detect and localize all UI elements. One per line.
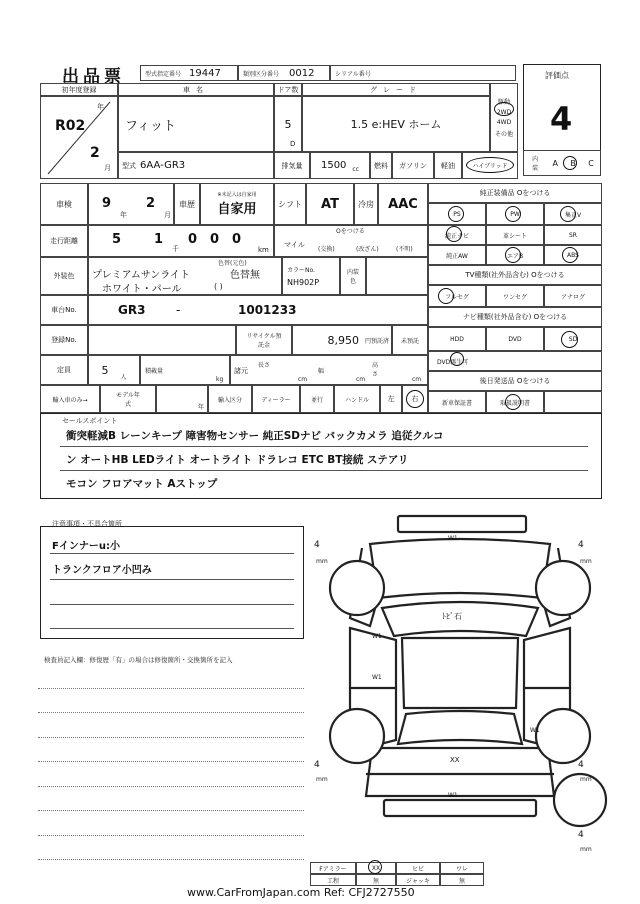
- meter-opt3: (不明): [396, 246, 413, 253]
- eq-pw: PW: [510, 210, 520, 218]
- eq-airbag: エアB: [506, 252, 524, 260]
- inspection-year-unit: 年: [120, 211, 127, 219]
- after-warranty-cell: [428, 391, 486, 413]
- legend-jack-cell: [396, 874, 440, 886]
- tread-right-front: 4: [578, 540, 584, 550]
- fuel-diesel-cell: [434, 152, 462, 179]
- color-name-2: ホワイト・パール: [102, 284, 182, 295]
- mileage-digit-4: 0: [210, 232, 220, 247]
- type-code-label: 型式指定番号: [145, 70, 182, 78]
- mark-left-front-door: W1: [372, 633, 382, 640]
- length-label: 長さ: [258, 362, 271, 369]
- recycle-label: リサイクル預託金: [246, 333, 282, 349]
- navi-title-cell: [428, 307, 602, 327]
- reg-no-label: 登録No.: [51, 336, 77, 344]
- tread-left-front: 4: [314, 540, 320, 550]
- notes-rule-4: [50, 628, 294, 629]
- ac-cell: [378, 183, 428, 225]
- doors-cell: [274, 96, 302, 152]
- eq-aw-cell: [428, 245, 486, 265]
- legend-ware-cell: [440, 862, 484, 874]
- left-front-wheel: [330, 561, 384, 615]
- mileage-label: 走行距離: [50, 237, 78, 245]
- tv-title-cell: [428, 265, 602, 285]
- import-label: 輸入車のみ→: [52, 396, 88, 404]
- recycle-amount: 8,950: [327, 333, 359, 347]
- category-code-cell: [238, 65, 330, 81]
- width-unit: cm: [356, 376, 366, 383]
- capacity-value: 5: [101, 363, 109, 377]
- navi-hdd-cell: [428, 327, 486, 351]
- equipment-title: 純正装備品 Oをつける: [479, 189, 551, 197]
- tv-title: TV種類(社外品含む) Oをつける: [465, 271, 565, 279]
- parallel: 並行: [310, 396, 323, 404]
- type-code-cell: [140, 65, 238, 81]
- legend-xx: XX: [371, 864, 381, 872]
- rear-bumper-shape: [384, 800, 536, 816]
- left-rear-wheel: [330, 709, 384, 763]
- mileage-unit: km: [258, 246, 269, 254]
- tv-oneseg-cell: [486, 285, 544, 307]
- serial-cell: [330, 65, 516, 81]
- drive-2wd-circle: [494, 102, 514, 116]
- interior-c: C: [588, 158, 594, 168]
- displacement-cell: [310, 152, 370, 179]
- eq-navi-circle: [446, 226, 462, 242]
- car-name-label-cell: [118, 83, 274, 96]
- mark-front-bumper: W1: [448, 535, 458, 542]
- tread-right-rear: 4: [578, 760, 584, 770]
- tv-analog-cell: [544, 285, 602, 307]
- recycle-unit: 円預託済: [364, 337, 389, 345]
- tv-fullseg-cell: [428, 285, 486, 307]
- model-year-unit: 年: [198, 404, 205, 411]
- inspector-line-6: [38, 810, 304, 811]
- dvd-play: DVD再生可: [437, 358, 469, 366]
- mark-trunk: XX: [450, 756, 460, 764]
- ac-label-cell: [354, 183, 378, 225]
- model-year-label: モデル年式: [116, 392, 140, 408]
- mark-left-rear-door: W1: [372, 674, 382, 681]
- shift-value: AT: [321, 196, 339, 212]
- car-name-cell: [118, 96, 274, 152]
- after-empty-cell: [544, 391, 602, 413]
- model-cell: [118, 152, 274, 179]
- handle-label-cell: [334, 385, 380, 413]
- grade-value: 1.5 e:HEV ホーム: [350, 118, 442, 131]
- reg-month: 2: [90, 145, 100, 161]
- grade-cell: [302, 96, 490, 152]
- color-swap: 色替無: [230, 270, 260, 281]
- mileage-thousand: 千: [172, 245, 179, 253]
- inspection-month: 2: [146, 196, 156, 211]
- mileage-digit-3: 0: [188, 232, 198, 247]
- eq-abs: ABS: [567, 251, 579, 259]
- notes-rule-3: [50, 604, 294, 605]
- tread-left-rear-unit: mm: [316, 776, 328, 783]
- interior-color-label: 内装色: [346, 269, 359, 285]
- interior-cell: [523, 150, 601, 176]
- drive-4wd: 4WD: [496, 119, 512, 126]
- legend-jack-value-cell: [440, 874, 484, 886]
- color-no-cell: [282, 257, 340, 295]
- legend-jack-value: 無: [458, 877, 465, 885]
- inspector-line-3: [38, 737, 304, 738]
- handle-right-circle: [406, 390, 424, 408]
- legend-tool: 工程: [326, 877, 339, 885]
- sales-label: セールスポイント: [62, 417, 118, 425]
- after-title-cell: [428, 371, 602, 391]
- model-year-label-cell: [100, 385, 156, 413]
- fuel-label: 燃料: [374, 161, 388, 170]
- color-note: 色替(元色): [218, 260, 247, 267]
- after-manual: 取扱説明書: [499, 399, 530, 407]
- capacity-label-cell: [40, 355, 88, 385]
- interior-color-label-cell: [340, 257, 366, 295]
- legend-fmirror: Fアミラー: [319, 865, 347, 873]
- tread-left-rear: 4: [314, 760, 320, 770]
- after-warranty: 新車保証書: [441, 399, 472, 407]
- tv-fullseg-circle: [438, 288, 454, 304]
- reg-no-cell: [88, 325, 236, 355]
- tread-spare: 4: [578, 830, 584, 840]
- car-name-label: 車名: [183, 85, 209, 94]
- sales-line-1: 衝突軽減B レーンキープ 障害物センサー 純正SDナビ バックカメラ 追従クルコ: [66, 430, 444, 442]
- dims-label: 諸元: [234, 367, 248, 375]
- legend-tool-value-cell: [356, 874, 396, 886]
- reg-no-label-cell: [40, 325, 88, 355]
- inspector-line-7: [38, 835, 304, 836]
- drive-label: 駆動: [497, 99, 510, 106]
- displacement-label: 排気量: [281, 161, 303, 170]
- recycle-unpaid-cell: [392, 325, 428, 355]
- mileage-label-cell: [40, 225, 88, 257]
- model-value: 6AA-GR3: [140, 160, 186, 171]
- chassis-no: 1001233: [238, 303, 297, 317]
- legend-tool-cell: [310, 874, 356, 886]
- recycle-label-cell: [236, 325, 292, 355]
- load-label: 積載量: [145, 367, 164, 375]
- grade-label-cell: [302, 83, 490, 96]
- load-unit: kg: [216, 376, 224, 383]
- rear-window-shape: [398, 711, 522, 744]
- handle-right: 右: [411, 395, 419, 403]
- tv-analog: アナログ: [560, 293, 585, 301]
- handle-left: 左: [387, 395, 395, 403]
- shift-label-cell: [274, 183, 306, 225]
- notes-line-1: Fインナーu:小: [52, 541, 120, 552]
- meter-opt1: (交換): [318, 246, 335, 253]
- tread-right-rear-unit: mm: [580, 776, 592, 783]
- eq-ps: PS: [453, 210, 461, 218]
- navi-dvd-cell: [486, 327, 544, 351]
- navi-title: ナビ種類(社外品含む) Oをつける: [462, 313, 568, 321]
- tread-left-front-unit: mm: [316, 558, 328, 565]
- type-code: 19447: [189, 67, 221, 79]
- tread-right-front-unit: mm: [580, 558, 592, 565]
- notes-line-2: トランクフロア小凹み: [52, 565, 152, 576]
- eq-leather: 革シート: [502, 232, 527, 240]
- displacement-unit: cc: [352, 166, 360, 173]
- history-cell: [200, 183, 274, 225]
- interior-color-cell: [366, 257, 428, 295]
- serial-label: シリアル番号: [335, 70, 371, 78]
- watermark-text: www.CarFromJapan.com Ref: CFJ2727550: [184, 886, 418, 899]
- mark-hood: ﾄﾋﾞ石: [442, 612, 462, 621]
- ac-label: 冷房: [358, 199, 374, 209]
- capacity-cell: [88, 355, 140, 385]
- doors-value: 5: [284, 117, 292, 131]
- inspector-label: 検査員記入欄：修復歴「有」の場合は修復箇所・交換箇所を記入: [44, 656, 233, 664]
- eq-leather-cell: [486, 225, 544, 245]
- eq-abs-circle: [562, 247, 578, 263]
- mileage-digit-2: 1: [154, 232, 164, 247]
- inspector-line-2: [38, 712, 304, 713]
- car-name: フィット: [125, 118, 176, 134]
- navi-sd: SD: [568, 335, 578, 343]
- ac-value: AAC: [388, 196, 418, 212]
- meter-opt2: (改ざん): [356, 246, 379, 253]
- eq-ps-circle: [448, 206, 464, 222]
- eq-sr: SR: [569, 231, 577, 239]
- history-label-cell: [174, 183, 200, 225]
- after-manual-circle: [505, 394, 521, 410]
- fuel-gas-cell: [392, 152, 434, 179]
- legend-jack: ジャッキ: [406, 877, 430, 885]
- doors-label-cell: [274, 83, 302, 96]
- displacement-label-cell: [274, 152, 310, 179]
- navi-hdd: HDD: [450, 335, 464, 343]
- sales-line-1-rule: [60, 446, 588, 447]
- trunk-shape: [366, 748, 554, 796]
- meter-circle-note: Oをつける: [336, 228, 365, 235]
- sales-line-2-rule: [60, 470, 588, 471]
- capacity-label: 定員: [57, 366, 71, 374]
- legend-xx-circle: [368, 860, 382, 874]
- navi-dvd: DVD: [508, 335, 522, 343]
- tv-oneseg: ワンセグ: [502, 293, 527, 301]
- inspector-line-5: [38, 786, 304, 787]
- color-name-1: プレミアムサンライト: [92, 270, 190, 281]
- first-reg-label-cell: [40, 83, 118, 96]
- eq-airbag-circle: [505, 247, 524, 263]
- mileage-digit-5: 0: [232, 232, 242, 247]
- color-no: NH902P: [287, 278, 320, 287]
- drive-2wd: 2WD: [496, 109, 512, 116]
- eq-ev-circle: [560, 206, 576, 222]
- category-code: 0012: [289, 67, 315, 79]
- inspector-line-8: [38, 859, 304, 860]
- doors-unit: D: [290, 140, 296, 148]
- import-type-label-cell: [208, 385, 252, 413]
- inspection-cell: [88, 183, 174, 225]
- inspector-line-4: [38, 761, 304, 762]
- parallel-cell: [300, 385, 334, 413]
- height-label: 高さ: [372, 362, 379, 378]
- right-rear-wheel: [536, 709, 590, 763]
- width-label: 幅: [318, 368, 325, 375]
- tv-fullseg: フルセグ: [445, 293, 469, 301]
- right-front-wheel: [536, 561, 590, 615]
- category-code-label: 類別区分番号: [243, 70, 280, 78]
- meter-label: マイル: [284, 241, 305, 249]
- reg-month-unit: 月: [104, 164, 111, 172]
- fuel-hybrid-circle: [466, 157, 514, 173]
- shift-cell: [306, 183, 354, 225]
- reg-year-unit: 年: [97, 103, 104, 111]
- import-label-cell: [40, 385, 100, 413]
- interior-label: 内装: [532, 156, 539, 172]
- sales-line-2: ン オートHB LEDライト オートライト ドラレコ ETC BT接続 ステアリ: [66, 454, 409, 466]
- first-reg-label: 初年度登録: [61, 85, 97, 94]
- displacement-value: 1500: [320, 160, 347, 171]
- score-value: 4: [550, 100, 573, 138]
- length-unit: cm: [298, 376, 308, 383]
- history-note: ※未記入は自家用: [217, 192, 257, 198]
- eq-aw: 純正AW: [446, 252, 468, 260]
- color-no-label: カラーNo.: [287, 267, 315, 274]
- eq-navi: 純正ナビ: [444, 232, 469, 240]
- fuel-gas: ガソリン: [399, 161, 427, 170]
- notes-rule-1: [50, 553, 294, 554]
- interior-b-circle: [563, 156, 577, 170]
- legend-hibi-cell: [396, 862, 440, 874]
- navi-sd-circle: [561, 331, 578, 348]
- inspector-line-1: [38, 688, 304, 689]
- legend-ware: ワレ: [455, 865, 468, 873]
- drive-cell: [490, 83, 518, 152]
- chassis-prefix: GR3: [118, 303, 146, 317]
- legend-hibi: ヒビ: [411, 865, 424, 873]
- hood-shape: [370, 539, 550, 598]
- chassis-dash: -: [176, 303, 181, 317]
- handle-label: ハンドル: [344, 396, 369, 404]
- mark-right-rear-door: W1: [530, 727, 540, 734]
- score-label: 評価点: [545, 71, 569, 80]
- inspection-month-unit: 月: [164, 211, 171, 219]
- exterior-label-cell: [40, 257, 88, 295]
- exterior-label: 外装色: [53, 272, 75, 280]
- doors-label: ドア数: [277, 85, 299, 94]
- fuel-label-cell: [370, 152, 392, 179]
- import-type-label: 輸入区分: [217, 396, 242, 404]
- notes-rule-2: [50, 579, 294, 580]
- mark-rear-bumper: W1: [448, 792, 458, 799]
- chassis-label-cell: [40, 295, 88, 325]
- chassis-label: 車台No.: [51, 306, 77, 314]
- interior-a: A: [552, 158, 558, 168]
- form-title: 出品票: [62, 67, 125, 87]
- sales-line-3: モコン フロアマット Aストップ: [66, 478, 218, 490]
- after-title: 後日発送品 Oをつける: [479, 377, 551, 385]
- mileage-digit-1: 5: [112, 232, 122, 247]
- eq-pw-circle: [505, 206, 521, 222]
- inspection-label: 車検: [56, 199, 72, 209]
- capacity-unit: 人: [120, 373, 127, 381]
- color-paren: ( ): [214, 282, 223, 291]
- handle-left-cell: [380, 385, 402, 413]
- inspection-label-cell: [40, 183, 88, 225]
- history-value: 自家用: [217, 202, 257, 217]
- legend-fmirror-cell: [310, 862, 356, 874]
- history-label: 車歴: [179, 199, 195, 209]
- tread-spare-unit: mm: [580, 846, 592, 853]
- dvd-play-circle: [450, 352, 464, 366]
- height-unit: cm: [412, 376, 422, 383]
- dealer-cell: [252, 385, 300, 413]
- interior-b: B: [570, 158, 576, 168]
- equipment-title-cell: [428, 183, 602, 203]
- eq-ev: 集正V: [564, 211, 582, 219]
- roof-shape: [402, 638, 518, 708]
- notes-label: 注意事項・不具合箇所: [52, 520, 122, 528]
- fuel-diesel: 軽油: [441, 161, 455, 170]
- recycle-cell: [292, 325, 392, 355]
- model-label: 型式: [122, 161, 136, 170]
- dealer: ディーラー: [261, 396, 291, 404]
- recycle-unpaid: 未預託: [400, 337, 419, 345]
- car-damage-diagram: [310, 508, 610, 878]
- legend-tool-value: 無: [372, 877, 379, 885]
- grade-label: グレード: [370, 85, 422, 94]
- shift-label: シフト: [278, 199, 302, 209]
- inspection-year: 9: [102, 196, 112, 211]
- eq-sr-cell: [544, 225, 602, 245]
- reg-year: R02: [55, 118, 86, 134]
- drive-other: その他: [494, 131, 513, 138]
- front-bumper-shape: [398, 516, 526, 532]
- fuel-hybrid: ハイブリッド: [472, 163, 508, 170]
